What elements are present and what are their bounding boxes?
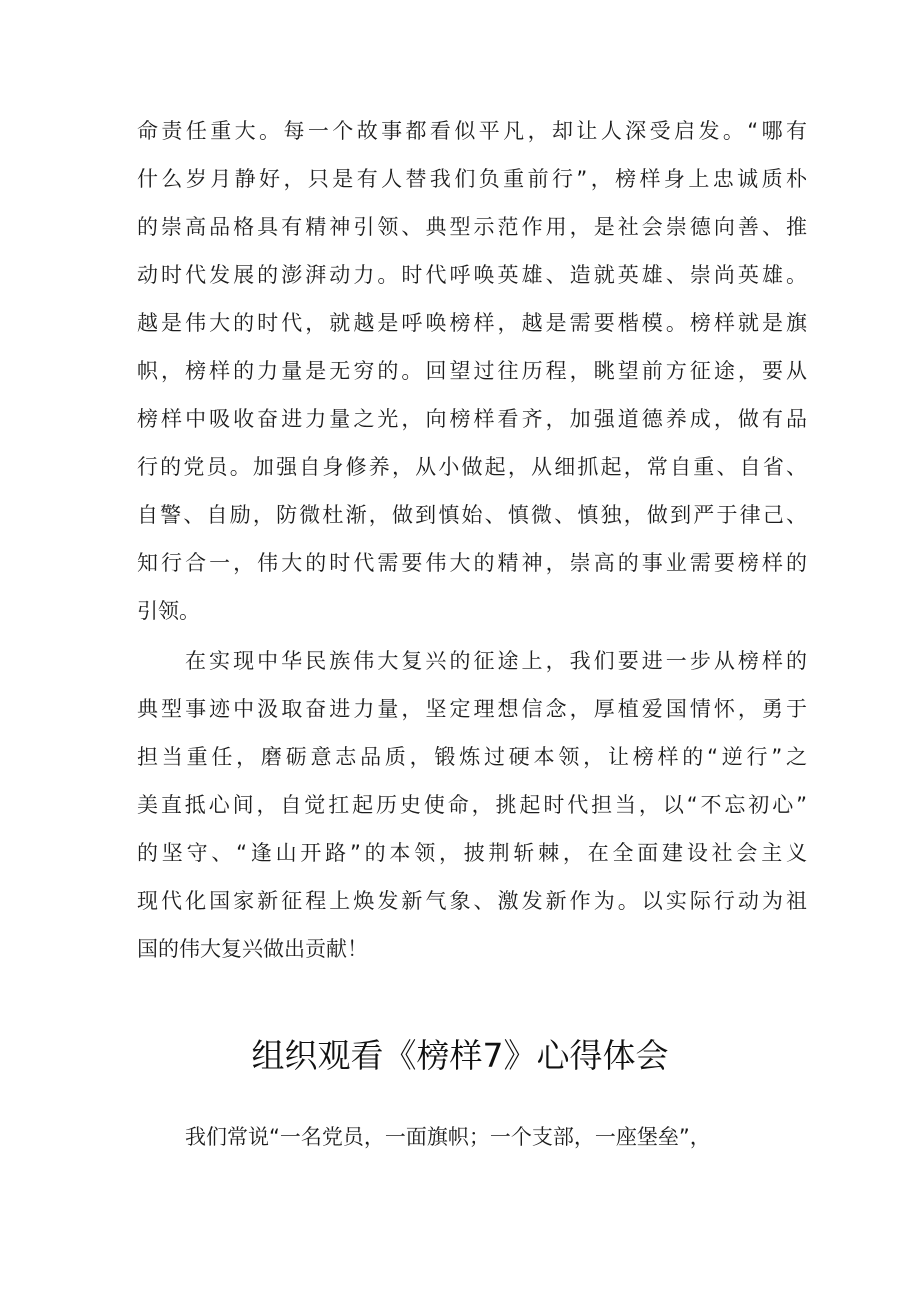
text-line: 知行合一，伟大的时代需要伟大的精神，崇高的事业需要榜样的: [137, 551, 807, 575]
text-line-indented: 在实现中华民族伟大复兴的征途上，我们要进一步从榜样的: [185, 649, 807, 673]
text-line: 典型事迹中汲取奋进力量，坚定理想信念，厚植爱国情怀，勇于: [137, 697, 807, 721]
article-title: 组织观看《榜样7》心得体会: [251, 1036, 669, 1075]
text-line: 自警、自励，防微杜渐，做到慎始、慎微、慎独，做到严于律己、: [137, 503, 807, 527]
text-line: 的坚守、“逢山开路”的本领，披荆斩棘，在全面建设社会主义: [137, 841, 807, 865]
text-line: 国的伟大复兴做出贡献！: [137, 937, 368, 961]
text-line: 现代化国家新征程上焕发新气象、激发新作为。以实际行动为祖: [137, 889, 807, 913]
text-line: 越是伟大的时代，就越是呼唤榜样，越是需要楷模。榜样就是旗: [137, 311, 807, 335]
text-line: 担当重任，磨砺意志品质，锻炼过硬本领，让榜样的“逆行”之: [137, 745, 807, 769]
text-line: 的崇高品格具有精神引领、典型示范作用，是社会崇德向善、推: [137, 215, 807, 239]
text-line: 引领。: [137, 599, 200, 623]
text-line: 美直抵心间，自觉扛起历史使命，挑起时代担当，以“不忘初心”: [137, 793, 807, 817]
text-line-indented: 我们常说“一名党员，一面旗帜；一个支部，一座堡垒”，: [185, 1125, 711, 1149]
text-line: 榜样中吸收奋进力量之光，向榜样看齐，加强道德养成，做有品: [137, 407, 807, 431]
text-line: 什么岁月静好，只是有人替我们负重前行”，榜样身上忠诚质朴: [137, 167, 807, 191]
text-line: 行的党员。加强自身修养，从小做起，从细抓起，常自重、自省、: [137, 455, 807, 479]
text-line: 动时代发展的澎湃动力。时代呼唤英雄、造就英雄、崇尚英雄。: [137, 263, 807, 287]
text-line: 帜，榜样的力量是无穷的。回望过往历程，眺望前方征途，要从: [137, 359, 807, 383]
text-line: 命责任重大。每一个故事都看似平凡，却让人深受启发。“哪有: [137, 119, 807, 143]
